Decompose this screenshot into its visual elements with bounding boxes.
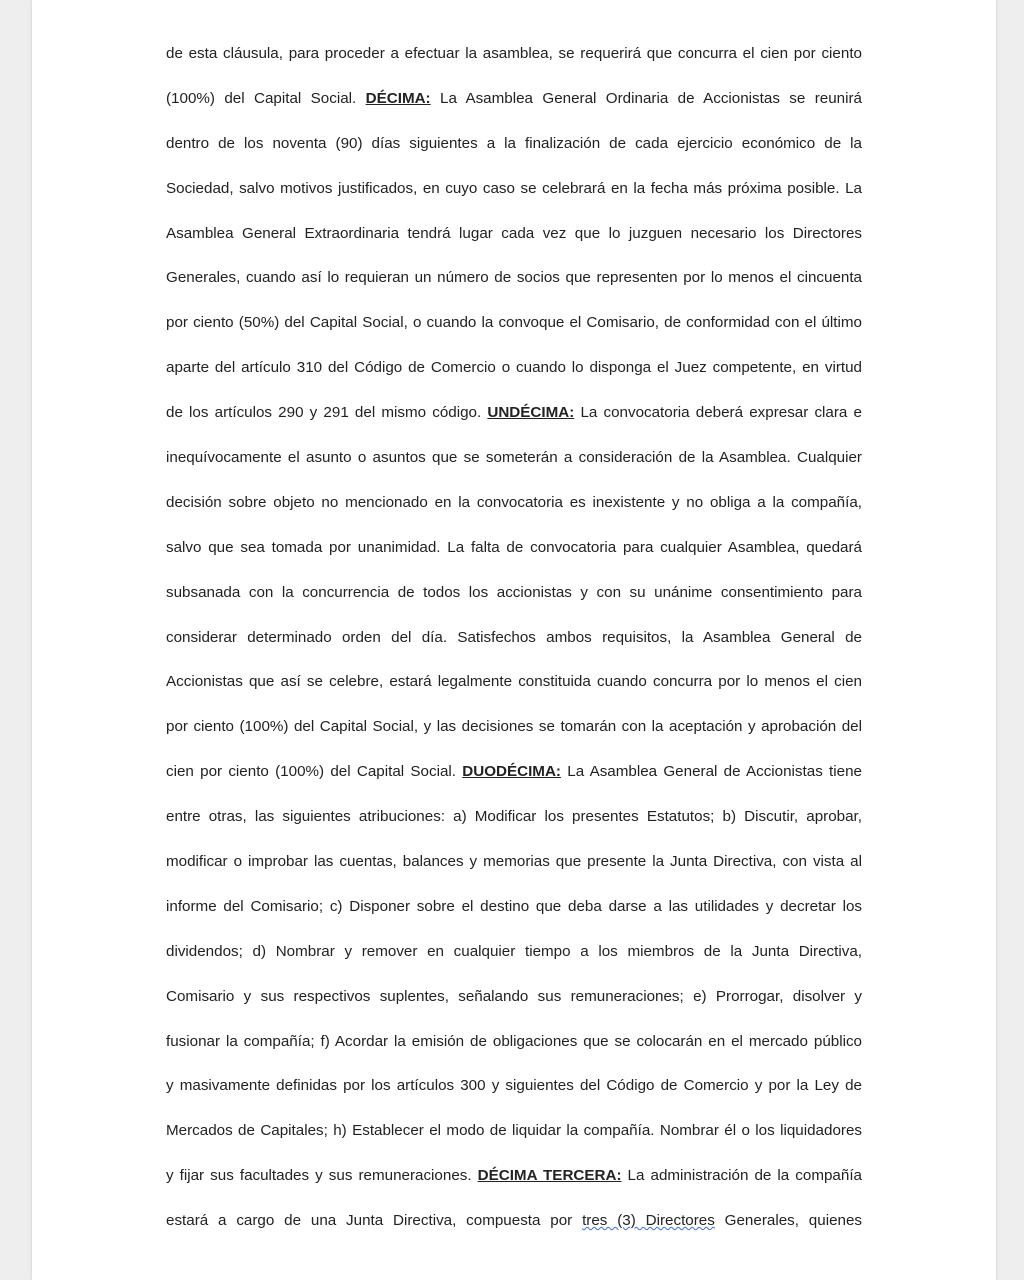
text-segment: informe del Comisario; c) Disponer sobre el destino que deba darse a las utilidades y decretar los	[166, 897, 862, 915]
text-line	[166, 526, 862, 571]
text-segment: por ciento (100%) del Capital Social, y las decisiones se tomarán con la aceptación y aprobación del	[166, 718, 862, 736]
text-segment: cien por ciento (100%) del Capital Social.	[166, 763, 463, 781]
text-segment: entre otras, las siguientes atribuciones: a) Modificar los presentes Estatutos; b) Discutir, aprobar,	[166, 808, 862, 826]
text-segment: Generales, quienes	[714, 1212, 862, 1230]
text-segment: Sociedad, salvo motivos justificados, en cuyo caso se celebrará en la fecha más próxima posible. La	[166, 179, 862, 197]
text-line	[166, 660, 862, 705]
text-line	[166, 212, 862, 257]
text-segment: por ciento (50%) del Capital Social, o cuando la convoque el Comisario, de conformidad con el último	[166, 314, 862, 332]
text-line	[166, 750, 862, 795]
clause-heading: UNDÉCIMA:	[487, 404, 575, 422]
text-segment: La Asamblea General de Accionistas tiene	[560, 763, 862, 781]
text-segment: inequívocamente el asunto o asuntos que se someterán a consideración de la Asamblea. Cualquier	[166, 449, 862, 467]
text-line	[166, 346, 862, 391]
text-segment: La Asamblea General Ordinaria de Accionistas se reunirá	[430, 89, 862, 107]
text-line	[166, 436, 862, 481]
text-segment: y masivamente definidas por los artículos 300 y siguientes del Código de Comercio y por la Ley de	[166, 1077, 862, 1095]
text-line	[166, 1064, 862, 1109]
text-segment: dentro de los noventa (90) días siguientes a la finalización de cada ejercicio económico de la	[166, 134, 862, 152]
text-line	[166, 256, 862, 301]
text-line	[166, 840, 862, 885]
text-line	[166, 705, 862, 750]
clause-heading: DÉCIMA TERCERA:	[477, 1167, 622, 1185]
text-segment: considerar determinado orden del día. Satisfechos ambos requisitos, la Asamblea General de	[166, 628, 862, 646]
text-segment: salvo que sea tomada por unanimidad. La falta de convocatoria para cualquier Asamblea, quedará	[166, 538, 862, 556]
text-line	[166, 571, 862, 616]
text-segment: subsanada con la concurrencia de todos los accionistas y con su unánime consentimiento para	[166, 583, 862, 601]
text-segment: fusionar la compañía; f) Acordar la emisión de obligaciones que se colocarán en el mercado público	[166, 1032, 862, 1050]
clause-heading: DUODÉCIMA:	[462, 763, 561, 781]
text-segment: dividendos; d) Nombrar y remover en cualquier tiempo a los miembros de la Junta Directiva,	[166, 942, 862, 960]
text-line	[166, 301, 862, 346]
text-line	[166, 391, 862, 436]
text-line	[166, 481, 862, 526]
text-segment: y fijar sus facultades y sus remuneraciones.	[166, 1167, 478, 1185]
text-line	[166, 975, 862, 1020]
text-line	[166, 885, 862, 930]
text-segment: Generales, cuando así lo requieran un número de socios que representen por lo menos el cincuenta	[166, 269, 862, 287]
text-segment: aparte del artículo 310 del Código de Comercio o cuando lo disponga el Juez competente, en virtud	[166, 359, 862, 377]
text-line	[166, 1109, 862, 1154]
text-segment: Mercados de Capitales; h) Establecer el modo de liquidar la compañía. Nombrar él o los liquidadores	[166, 1122, 862, 1140]
document-body	[166, 32, 862, 1244]
text-segment: (100%) del Capital Social.	[166, 89, 366, 107]
text-segment: Comisario y sus respectivos suplentes, señalando sus remuneraciones; e) Prorrogar, disolver y	[166, 987, 862, 1005]
text-line	[166, 930, 862, 975]
text-segment: Accionistas que así se celebre, estará legalmente constituida cuando concurra por lo menos el cien	[166, 673, 862, 691]
clause-heading: DÉCIMA:	[365, 89, 431, 107]
text-line	[166, 122, 862, 167]
text-line	[166, 77, 862, 122]
text-line	[166, 616, 862, 661]
text-segment: La convocatoria deberá expresar clara e	[574, 404, 862, 422]
text-line	[166, 32, 862, 77]
text-segment: de los artículos 290 y 291 del mismo código.	[166, 404, 488, 422]
text-segment: de esta cláusula, para proceder a efectuar la asamblea, se requerirá que concurra el cien por ciento	[166, 45, 862, 62]
text-line	[166, 795, 862, 840]
text-line	[166, 1199, 862, 1244]
spellcheck-flagged-text: tres (3) Directores	[582, 1212, 715, 1230]
text-segment: modificar o improbar las cuentas, balances y memorias que presente la Junta Directiva, con vista al	[166, 853, 862, 871]
text-line	[166, 1020, 862, 1065]
text-segment: estará a cargo de una Junta Directiva, compuesta por	[166, 1212, 583, 1230]
text-line	[166, 1154, 862, 1199]
document-page	[32, 0, 996, 1280]
text-line	[166, 167, 862, 212]
text-segment: La administración de la compañía	[621, 1167, 862, 1185]
text-segment: decisión sobre objeto no mencionado en la convocatoria es inexistente y no obliga a la compañía,	[166, 493, 862, 511]
text-segment: Asamblea General Extraordinaria tendrá lugar cada vez que lo juzguen necesario los Directores	[166, 224, 862, 242]
